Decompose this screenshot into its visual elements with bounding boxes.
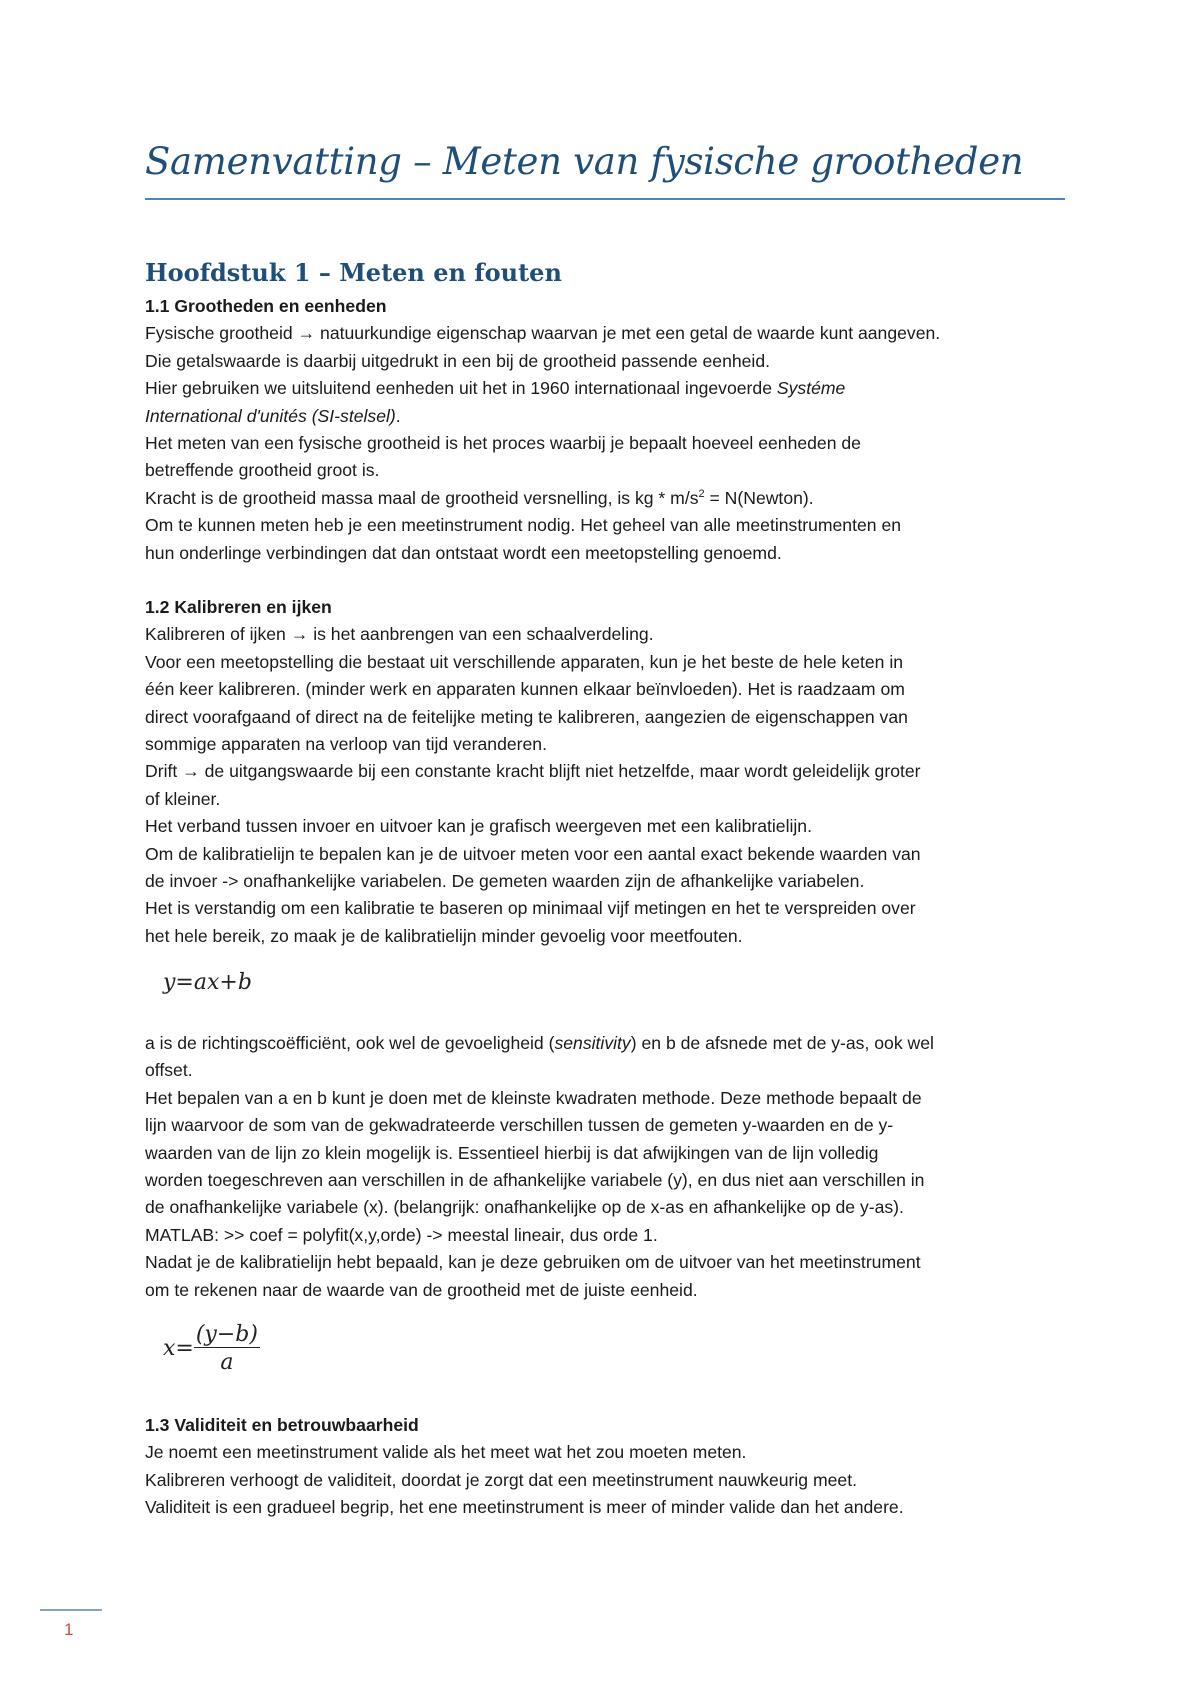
paragraph-line: betreffende grootheid groot is. — [145, 460, 380, 481]
paragraph-line: MATLAB: >> coef = polyfit(x,y,orde) -> meestal lineair, dus orde 1. — [145, 1224, 658, 1245]
paragraph-line: of kleiner. — [145, 788, 221, 809]
paragraph-line: één keer kalibreren. (minder werk en apparaten kunnen elkaar beïnvloeden). Het is raadzaam om — [145, 679, 905, 700]
fraction: $\frac{(y-b)}{a}$ — [195, 1322, 258, 1375]
section-1-3 — [145, 1412, 1085, 1522]
section-1-1 — [145, 293, 1085, 567]
paragraph-line: Kracht is de grootheid massa maal de grootheid versnelling, is kg * $m/s^2$ = N(Newton). — [145, 487, 814, 508]
document-title: Samenvatting – Meten van fysische grootheden — [145, 140, 1024, 183]
paragraph-line: om te rekenen naar de waarde van de grootheid met de juiste eenheid. — [145, 1279, 698, 1300]
paragraph-line: International d'unités (SI-stelsel). — [145, 405, 401, 426]
paragraph-line: Nadat je de kalibratielijn hebt bepaald, kan je deze gebruiken om de uitvoer van het meetinstrument — [145, 1252, 921, 1273]
paragraph-line: Om te kunnen meten heb je een meetinstrument nodig. Het geheel van alle meetinstrumenten en — [145, 515, 902, 536]
paragraph-line: worden toegeschreven aan verschillen in de afhankelijke variabele (y), en dus niet aan verschillen in — [145, 1170, 925, 1191]
paragraph-line: Hier gebruiken we uitsluitend eenheden uit het in 1960 internationaal ingevoerde Systéme — [145, 378, 846, 399]
paragraph-line: Die getalswaarde is daarbij uitgedrukt in een bij de grootheid passende eenheid. — [145, 350, 770, 371]
paragraph-line: sommige apparaten na verloop van tijd veranderen. — [145, 734, 547, 755]
section-heading: 1.1 Grootheden en eenheden — [145, 296, 387, 316]
paragraph-line: Je noemt een meetinstrument valide als het meet wat het zou moeten meten. — [145, 1442, 747, 1463]
formula-calibration-line: y=ax+b — [163, 970, 252, 995]
chapter-heading: Hoofdstuk 1 – Meten en fouten — [145, 258, 562, 287]
paragraph-line: lijn waarvoor de som van de gekwadrateerde verschillen tussen de gemeten y-waarden en de y- — [145, 1115, 894, 1136]
paragraph-line: hun onderlinge verbindingen dat dan ontstaat wordt een meetopstelling genoemd. — [145, 542, 782, 563]
paragraph-line: Fysische grootheid → natuurkundige eigenschap waarvan je met een getal de waarde kunt aangeven. — [145, 323, 941, 344]
section-1-2 — [145, 594, 1085, 950]
paragraph-line: Voor een meetopstelling die bestaat uit verschillende apparaten, kun je het beste de hele keten in — [145, 651, 904, 672]
paragraph-line: Validiteit is een gradueel begrip, het ene meetinstrument is meer of minder valide dan het andere. — [145, 1497, 904, 1518]
footer-rule — [40, 1609, 102, 1611]
paragraph-line: Kalibreren verhoogt de validiteit, doordat je zorgt dat een meetinstrument nauwkeurig meet. — [145, 1469, 857, 1490]
paragraph-line: het hele bereik, zo maak je de kalibratielijn minder gevoelig voor meetfouten. — [145, 925, 743, 946]
paragraph-line: a is de richtingscoëfficiënt, ook wel de gevoeligheid (sensitivity) en b de afsnede met de y-as, ook wel — [145, 1033, 934, 1053]
paragraph-line: offset. — [145, 1060, 193, 1081]
paragraph-line: Het meten van een fysische grootheid is het proces waarbij je bepaalt hoeveel eenheden de — [145, 433, 861, 454]
formula-inverse: x= $\frac{(y-b)}{a}$ — [163, 1322, 258, 1375]
section-heading: 1.2 Kalibreren en ijken — [145, 597, 332, 617]
section-heading: 1.3 Validiteit en betrouwbaarheid — [145, 1415, 419, 1435]
paragraph-line: Het verband tussen invoer en uitvoer kan je grafisch weergeven met een kalibratielijn. — [145, 816, 812, 837]
paragraph-line: direct voorafgaand of direct na de feitelijke meting te kalibreren, aangezien de eigenschappen van — [145, 706, 908, 727]
title-underline — [145, 198, 1065, 200]
paragraph-line: Het is verstandig om een kalibratie te baseren op minimaal vijf metingen en het te verspreiden over — [145, 898, 916, 919]
paragraph-line: Om de kalibratielijn te bepalen kan je de uitvoer meten voor een aantal exact bekende waarden van — [145, 843, 921, 864]
paragraph-line: Drift → de uitgangswaarde bij een constante kracht blijft niet hetzelfde, maar wordt geleidelijk groter — [145, 761, 921, 782]
paragraph-line: de onafhankelijke variabele (x). (belangrijk: onafhankelijke op de x-as en afhankelijke op de y-as). — [145, 1197, 904, 1218]
paragraph-line: Het bepalen van a en b kunt je doen met de kleinste kwadraten methode. Deze methode bepaalt de — [145, 1087, 922, 1108]
page-number: 1 — [64, 1620, 74, 1639]
section-1-2-continued — [145, 1030, 1085, 1304]
paragraph-line: waarden van de lijn zo klein mogelijk is. Essentieel hierbij is dat afwijkingen van de lijn volledig — [145, 1142, 879, 1163]
paragraph-line: Kalibreren of ijken → is het aanbrengen van een schaalverdeling. — [145, 624, 654, 645]
paragraph-line: de invoer -> onafhankelijke variabelen. De gemeten waarden zijn de afhankelijke variabelen. — [145, 871, 865, 892]
